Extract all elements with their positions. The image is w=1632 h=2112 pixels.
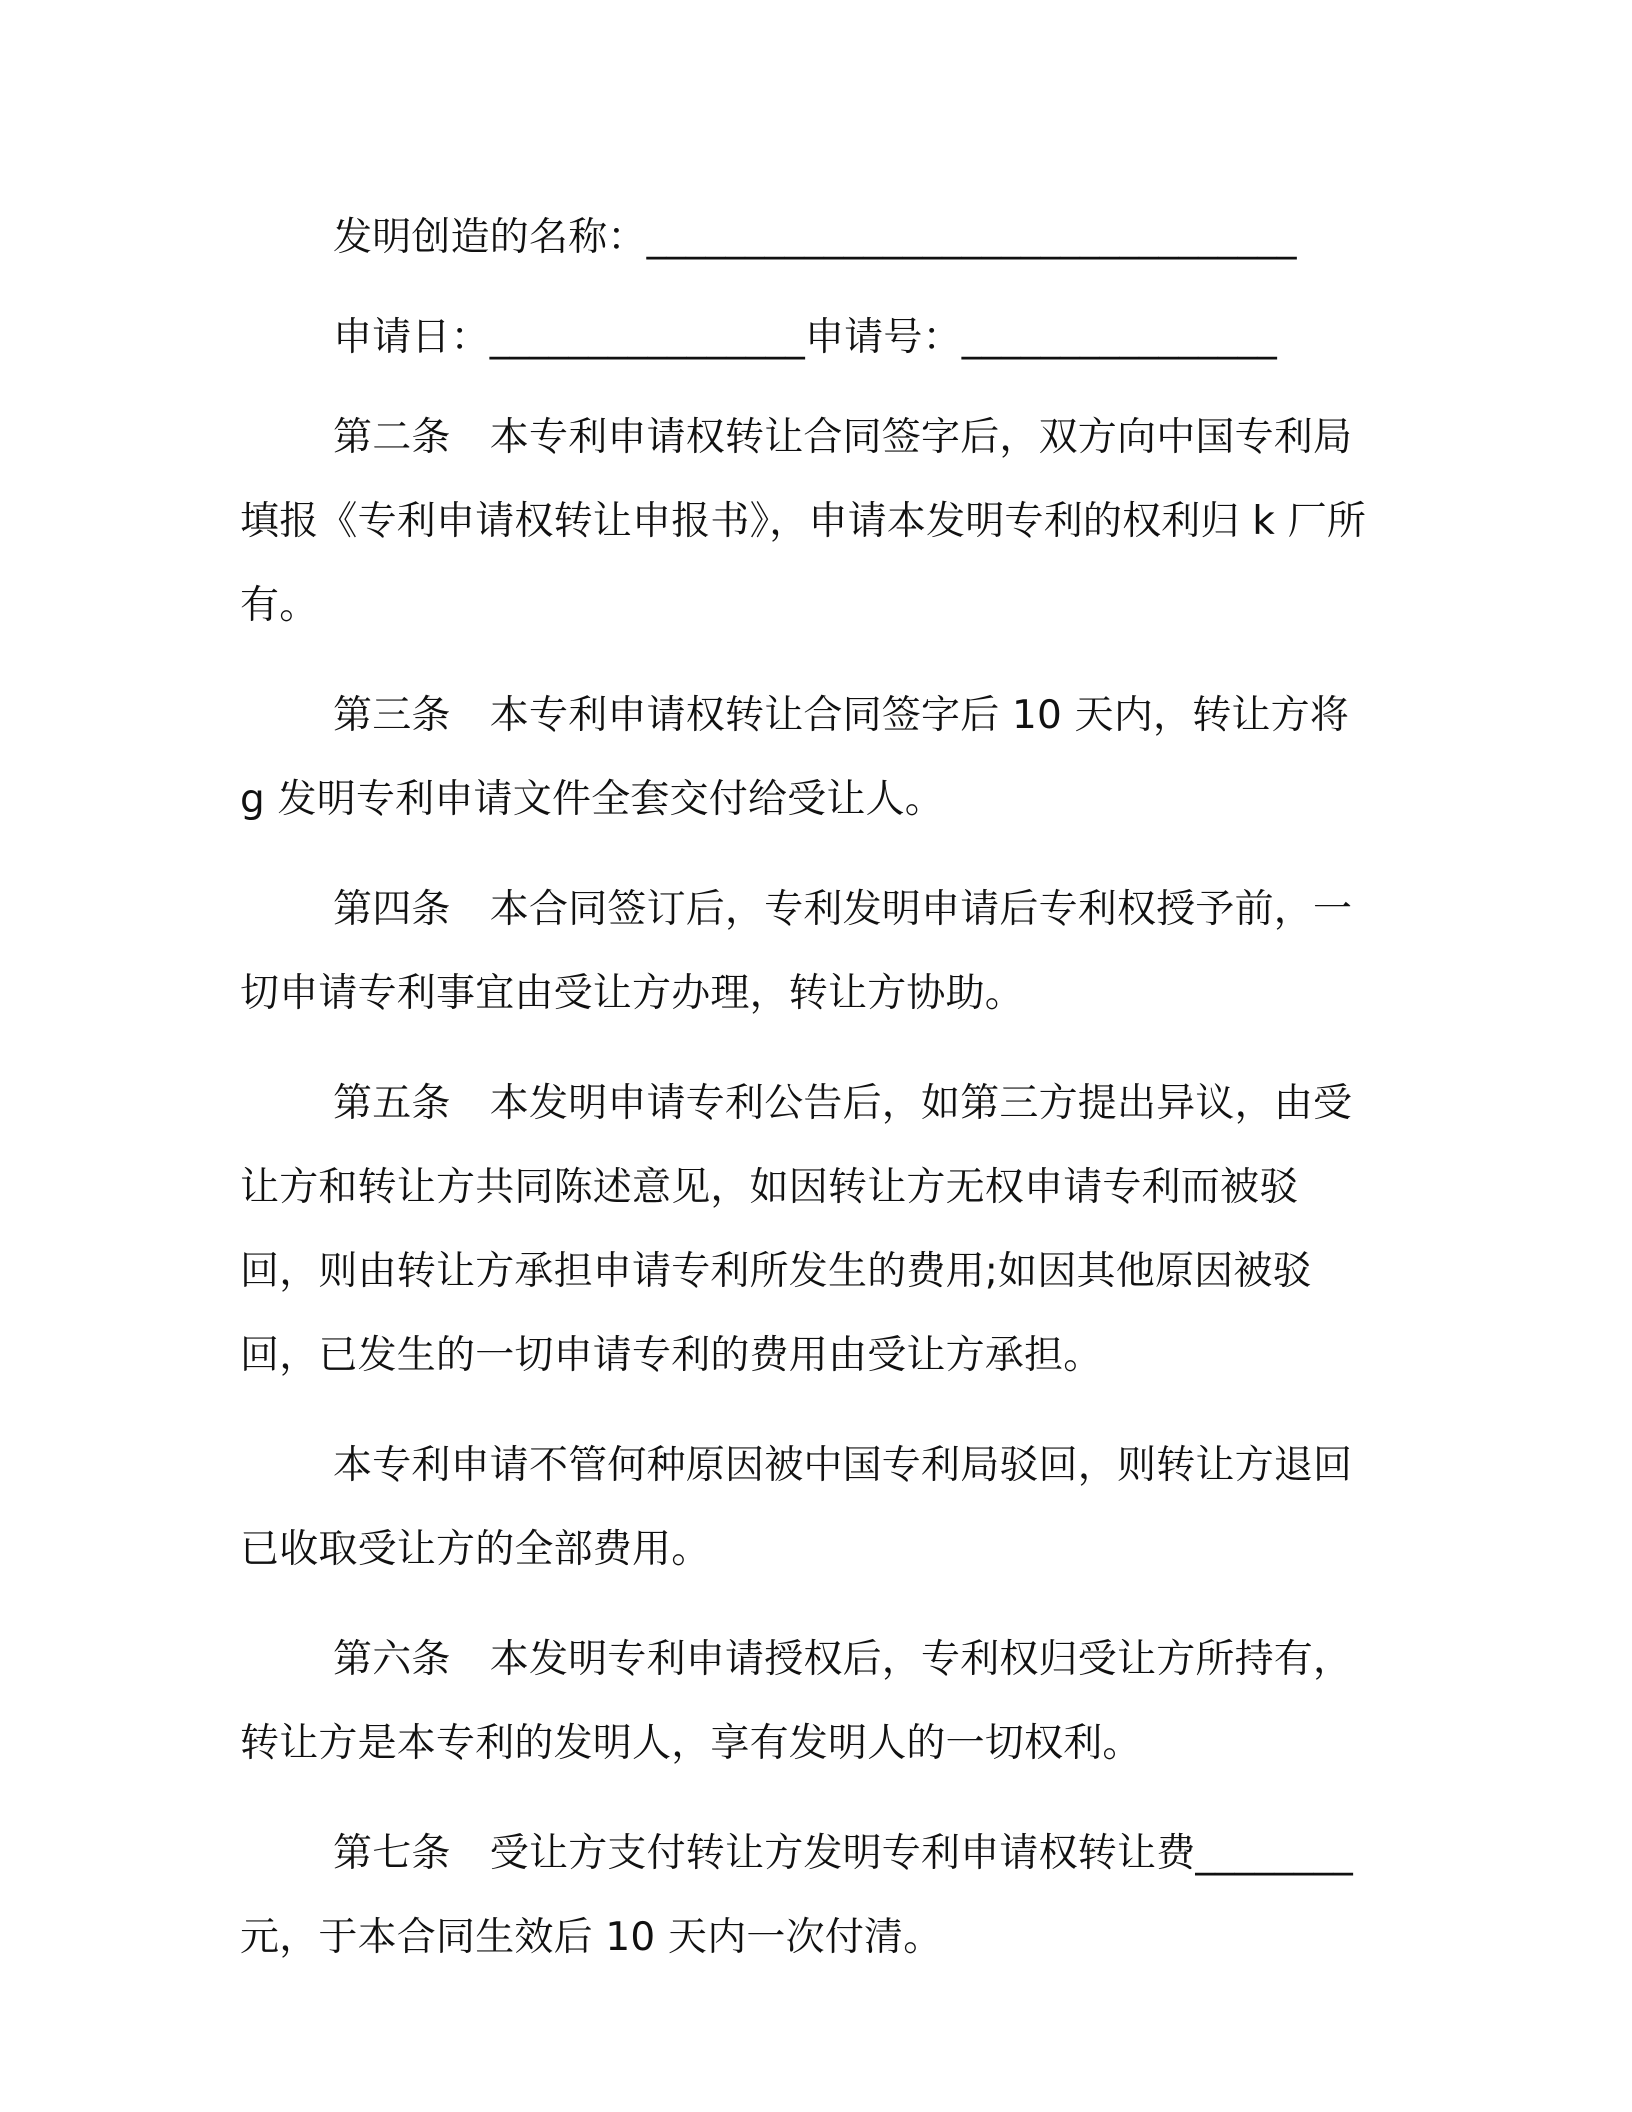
article-4: 第四条 本合同签订后，专利发明申请后专利权授予前，一切申请专利事宜由受让方办理，转让方协助。 [240, 887, 1353, 1016]
article-7: 第七条 受让方支付转让方发明专利申请权转让费________元，于本合同生效后 10 天内一次付清。 [240, 1831, 1354, 1960]
article-3: 第三条 本专利申请权转让合同签字后 10 天内，转让方将 g 发明专利申请文件全套交付给受让人。 [240, 693, 1350, 822]
invention-name-line: 发明创造的名称：_________________________________ [333, 215, 1297, 260]
article-6: 第六条 本发明专利申请授权后，专利权归受让方所持有，转让方是本专利的发明人，享有发明人的一切权利。 [240, 1637, 1353, 1766]
article-5: 第五条 本发明申请专利公告后，如第三方提出异议，由受让方和转让方共同陈述意见，如因转让方无权申请专利而被驳回，则由转让方承担申请专利所发生的费用;如因其他原因被驳回，已发生的一切申请专利的费用由受让方承担。 [240, 1081, 1353, 1378]
article-5-continued: 本专利申请不管何种原因被中国专利局驳回，则转让方退回已收取受让方的全部费用。 [240, 1443, 1353, 1572]
application-info-line: 申请日：________________申请号：________________ [333, 315, 1278, 360]
document-body [240, 196, 1370, 1980]
article-2: 第二条 本专利申请权转让合同签字后，双方向中国专利局填报《专利申请权转让申报书》，申请本发明专利的权利归 k 厂所有。 [240, 415, 1367, 628]
